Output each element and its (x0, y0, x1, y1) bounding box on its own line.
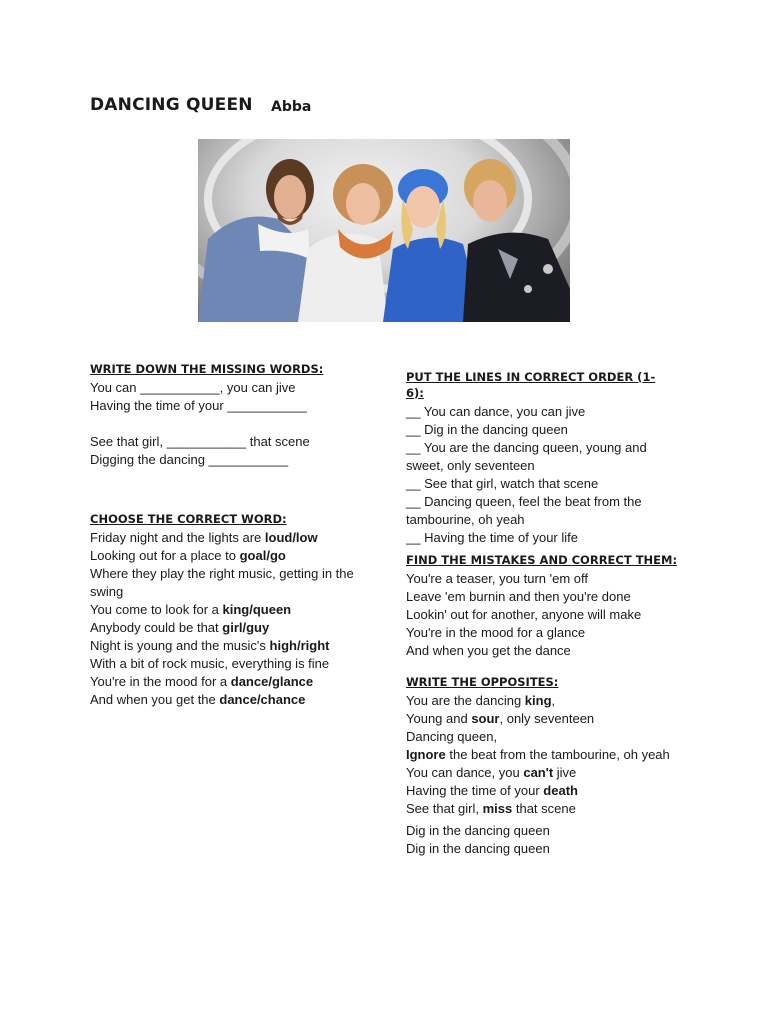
choose-word-line: With a bit of rock music, everything is fine (90, 656, 330, 671)
missing-words-line: Having the time of your ___________ (90, 398, 307, 413)
order-section (406, 369, 668, 547)
choose-word-line: Night is young and the music's high/right (90, 638, 330, 653)
band-photo-illustration (198, 139, 570, 322)
opposites-line: Having the time of your death (406, 783, 578, 798)
missing-words-heading: WRITE DOWN THE MISSING WORDS: (90, 362, 324, 376)
order-line: __ Dancing queen, feel the beat from the tambourine, oh yeah (406, 494, 642, 527)
opposites-line: Ignore the beat from the tambourine, oh yeah (406, 747, 670, 762)
mistakes-line: You're in the mood for a glance (406, 625, 586, 640)
choose-word-line: Looking out for a place to goal/go (90, 548, 286, 563)
missing-words-line: You can ___________, you can jive (90, 380, 296, 395)
artist-name: Abba (271, 99, 312, 115)
choose-word-heading: CHOOSE THE CORRECT WORD: (90, 512, 287, 526)
order-line: __ Dig in the dancing queen (406, 422, 568, 437)
opposites-line: You can dance, you can't jive (406, 765, 577, 780)
band-photo (198, 139, 570, 322)
mistakes-line: Lookin' out for another, anyone will make (406, 607, 642, 622)
opposites-heading: WRITE THE OPPOSITES: (406, 675, 559, 689)
order-line: __ You are the dancing queen, young and sweet, only seventeen (406, 440, 647, 473)
order-line: __ You can dance, you can jive (406, 404, 586, 419)
mistakes-line: Leave 'em burnin and then you're done (406, 589, 631, 604)
opposites-line: Dancing queen, (406, 729, 498, 744)
order-heading: PUT THE LINES IN CORRECT ORDER (1-6): (406, 370, 656, 400)
order-line: __ See that girl, watch that scene (406, 476, 599, 491)
mistakes-section (406, 552, 706, 660)
opposites-section (406, 674, 716, 858)
missing-words-line: See that girl, ___________ that scene (90, 434, 310, 449)
choose-word-line: Where they play the right music, getting in the swing (90, 566, 354, 599)
opposites-line: Young and sour, only seventeen (406, 711, 595, 726)
mistakes-line: You're a teaser, you turn 'em off (406, 571, 589, 586)
choose-word-line: Anybody could be that girl/guy (90, 620, 270, 635)
opposites-line: Dig in the dancing queen (406, 823, 550, 838)
choose-word-line: Friday night and the lights are loud/low (90, 530, 318, 545)
mistakes-line: And when you get the dance (406, 643, 571, 658)
missing-words-section (90, 361, 370, 469)
choose-word-line: You're in the mood for a dance/glance (90, 674, 314, 689)
choose-word-line: You come to look for a king/queen (90, 602, 292, 617)
mistakes-heading: FIND THE MISTAKES AND CORRECT THEM: (406, 553, 678, 567)
opposites-line: You are the dancing king, (406, 693, 556, 708)
missing-words-line: Digging the dancing ___________ (90, 452, 289, 467)
song-title: DANCING QUEEN (90, 95, 253, 115)
opposites-line: See that girl, miss that scene (406, 801, 576, 816)
opposites-line: Dig in the dancing queen (406, 841, 550, 856)
order-line: __ Having the time of your life (406, 530, 578, 545)
choose-word-section (90, 511, 368, 709)
choose-word-line: And when you get the dance/chance (90, 692, 306, 707)
